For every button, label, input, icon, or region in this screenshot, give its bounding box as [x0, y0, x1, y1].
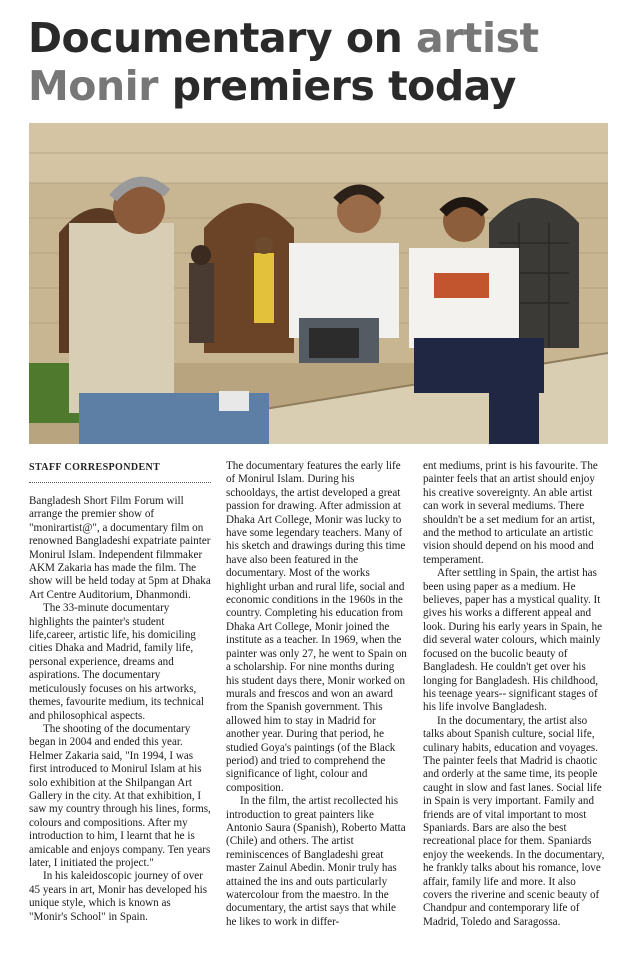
article-column-2: [226, 460, 409, 929]
paragraph: In the documentary, the artist also talks about Spanish culture, social life, culinary habits, education and voyages. The painter feels that Madrid is chaotic and orderly at the same time, its people caught in slow and fast lanes. Social life in Spain is very important. Family and friends are of vital important to most Spaniards. Bars are also the best recreational place for them. Spaniards enjoy the weekends. In the documentary, he frankly talks about his romance, love affair, family life and more. It also covers the riverine and scenic beauty of Chandpur and contemporary life of Madrid, Toledo and Saragossa.: [423, 714, 605, 928]
paragraph: The documentary features the early life of Monirul Islam. During his schooldays, the artist developed a great passion for drawing. After admission at Dhaka Art College, Monir was lucky to have some legendary teachers. Many of his sketch and drawings during this time have also been featured in the documentary. Most of the works highlight urban and rural life, social and economic conditions in the 1960s in the country. Completing his education from Dhaka Art College, Monir joined the institute as a teacher. In 1969, when the painter was only 27, he went to Spain on a scholarship. For nine months during his student days there, Monir worked on murals and frescos and won an award from the Spanish government. This allowed him to stay in Madrid for another year. During that period, he studied Goya's paintings (of the Black period) and tried to comprehend the significance of light, colour and composition.: [226, 460, 407, 794]
headline-part: premiers today: [157, 62, 516, 110]
headline-part: Documentary on: [28, 14, 417, 62]
paragraph: The 33-minute documentary highlights the painter's student life,career, artistic life, his domiciling cities Dhaka and Madrid, family life, personal experience, dreams and aspirations. The documentary meticulously focuses on his artworks, themes, favourite medium, its technical and philosophical aspects.: [29, 602, 204, 722]
paragraph: In his kaleidoscopic journey of over 45 years in art, Monir has developed his unique style, which is known as "Monir's School" in Spain.: [29, 870, 208, 923]
paragraph: Bangladesh Short Film Forum will arrange the premier show of "monirartist@", a documentary film on renowned Bangladeshi expatriate painter Monirul Islam. Independent filmmaker AKM Zakaria has made the film. The show will be held today at 5pm at Dhaka Art Centre Auditorium, Dhanmondi.: [29, 495, 211, 601]
byline-divider: [29, 482, 211, 483]
paragraph: After settling in Spain, the artist has been using paper as a medium. He believes, paper has a mystical quality. It gives his works a different appeal and look. During his early years in Spain, he did several water colours, which mainly focused on the bucolic beauty of Bangladesh. He couldn't get over his longing for Bangladesh. His childhood, his teenage years-- significant stages of his life involve Bangladesh.: [423, 567, 603, 714]
article-photo: [29, 123, 608, 444]
headline-part: Monir: [28, 62, 158, 110]
headline: [28, 14, 618, 110]
paragraph: In the film, the artist recollected his introduction to great painters like Antonio Saura (Spanish), Roberto Matta (Chile) and others. The artist reminiscences of Bangladeshi great master Zainul Abedin. Monir truly has attained the ins and outs particularly watercolour from the maestro. In the documentary, the artist says that while he likes to work in differ-: [226, 795, 406, 928]
article-column-1: [29, 495, 212, 924]
paragraph: The shooting of the documentary began in 2004 and ended this year. Helmer Zakaria said, "In 1994, I was first introduced to Monirul Islam at his solo exhibition at the Shilpangan Art Gallery in the city. At that exhibition, I saw my country through his lines, forms, colours and compositions. After my introduction to him, I learnt that he is amicable and enjoys company. Ten years later, I initiated the project.": [29, 722, 211, 869]
paragraph: ent mediums, print is his favourite. The painter feels that an artist should enjoy his creative sovereignty. An able artist can work in several mediums. There shouldn't be a set medium for an artist, and the method to articulate an artistic vision should depend on his mood and temperament.: [423, 460, 598, 566]
byline: STAFF CORRESPONDENT: [29, 462, 161, 473]
headline-part: artist: [416, 14, 539, 62]
article-column-3: [423, 460, 606, 929]
